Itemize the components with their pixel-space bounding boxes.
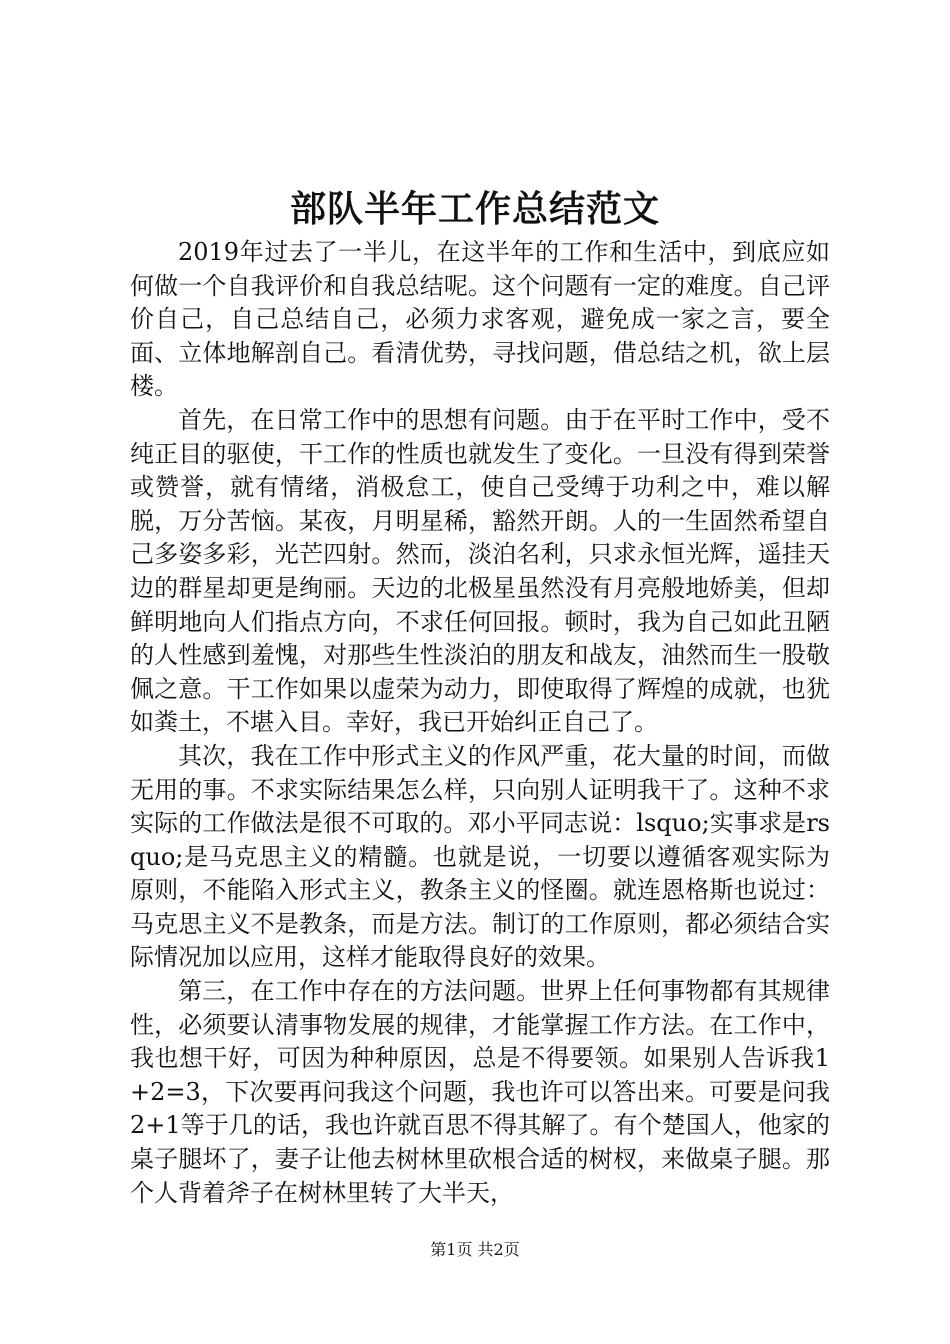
paragraph-intro: 2019年过去了一半儿，在这半年的工作和生活中，到底应如何做一个自我评价和自我总结呢。这个问题有一定的难度。自己评价自己，自己总结自己，必须力求客观，避免成一家之言，要全面、立体地解剖自己。看清优势，寻找问题，借总结之机，欲上层楼。 (130, 238, 830, 401)
document-title: 部队半年工作总结范文 (289, 188, 660, 230)
document-body (130, 236, 830, 1210)
paragraph-first: 首先，在日常工作中的思想有问题。由于在平时工作中，受不纯正目的驱使，干工作的性质也就发生了变化。一旦没有得到荣誉或赞誉，就有情绪，消极怠工，使自己受缚于功利之中，难以解脱，万分苦恼。某夜，月明星稀，豁然开朗。人的一生固然希望自己多姿多彩，光芒四射。然而，淡泊名利，只求永恒光辉，遥挂天边的群星却更是绚丽。天边的北极星虽然没有月亮般地娇美，但却鲜明地向人们指点方向，不求任何回报。顿时，我为自己如此丑陋的人性感到羞愧，对那些生性淡泊的朋友和战友，油然而生一股敬佩之意。干工作如果以虚荣为动力，即使取得了辉煌的成就，也犹如粪土，不堪入目。幸好，我已开始纠正自己了。 (130, 405, 830, 737)
paragraph-third: 第三，在工作中存在的方法问题。世界上任何事物都有其规律性，必须要认清事物发展的规律，才能掌握工作方法。在工作中，我也想干好，可因为种种原因，总是不得要领。如果别人告诉我1+2=3，下次要再问我这个问题，我也许可以答出来。可要是问我2+1等于几的话，我也许就百思不得其解了。有个楚国人，他家的桌子腿坏了，妻子让他去树林里砍根合适的树杈，来做桌子腿。那个人背着斧子在树林里转了大半天， (130, 977, 830, 1207)
paragraph-second: 其次，我在工作中形式主义的作风严重，花大量的时间，而做无用的事。不求实际结果怎么样，只向别人证明我干了。这种不求实际的工作做法是很不可取的。邓小平同志说：lsquo;实事求是rsquo;是马克思主义的精髓。也就是说，一切要以遵循客观实际为原则，不能陷入形式主义，教条主义的怪圈。就连恩格斯也说过：马克思主义不是教条，而是方法。制订的工作原则，都必须结合实际情况加以应用，这样才能取得良好的效果。 (130, 741, 830, 972)
page-number-footer: 第1页 共2页 (430, 1240, 520, 1259)
